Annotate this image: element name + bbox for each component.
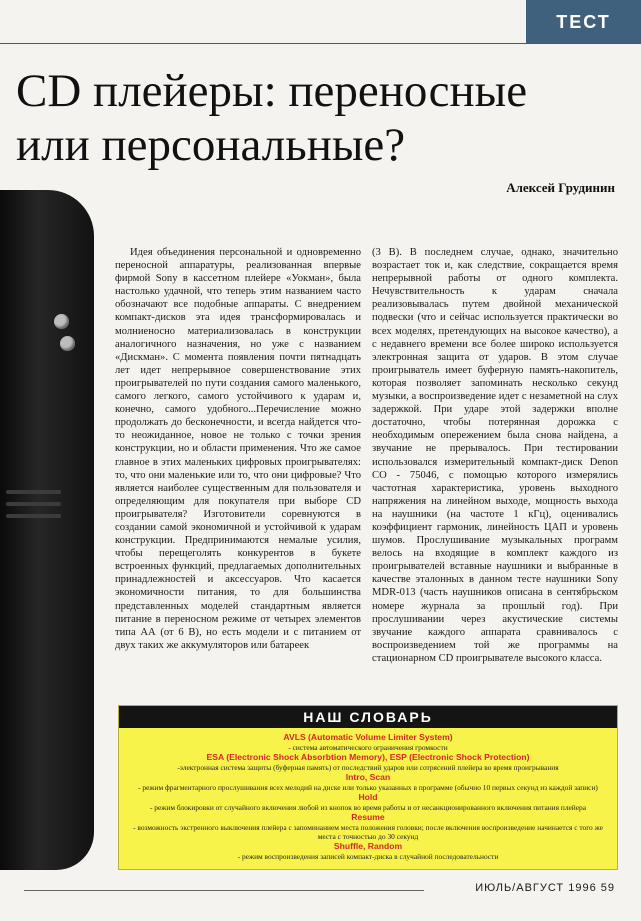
- player-button-icon: [60, 336, 75, 351]
- article-column-2: (3 В). В последнем случае, однако, значительно возрастает ток и, как следствие, сокращается время непрерывной работы от одного комплекта. Нечувствительность к ударам сначала реализовывалась путем двойной механической подвески (что и сейчас используется практически во всех моделях, претендующих на высокое качество), а с недавнего времени все более широко используется электронная защита от ударов. В этом случае проигрыватель имеет буферную память-накопитель, которая позволяет запоминать несколько секунд музыки, а воспроизведение идет с незаметной на слух задержкой. При ударе этой задержки вполне достаточно, чтобы потерянная дорожка с необходимым опережением была снова найдена, а звучание не прерывалось. При тестировании использовался измерительный компакт-диск Denon CO - 75046, с помощью которого измерялись частотная характеристика, уровень выходного напряжения на линейном выходе, мощность выхода на наушники (на частоте 1 кГц), оценивались коэффициент гармоник, линейность ЦАП и уровень шумов. Прослушивание музыкальных программ велось на входящие в комплект каждого из проигрывателей вставные наушники и выбранные в качестве эталонных в данном тесте наушники Sony MDR-013 (часть наушников описана в сентябрьском номере журнала за прошлый год). При прослушивании через акустические системы звучание каждого аппарата сравнивалось с воспроизведением той же программы на стационарном CD проигрывателе высокого класса.: [372, 247, 618, 664]
- player-button-icon: [54, 314, 69, 329]
- glossary-definition: - режим воспроизведения записей компакт-диска в случайной последовательности: [237, 852, 499, 861]
- header-rule: [0, 43, 641, 44]
- glossary-definition: - режим фрагментарного прослушивания всех мелодий на диске или только указанных в программе (обычно 10 первых секунд из каждой записи): [138, 782, 598, 792]
- title-line-2: или персональные?: [16, 119, 406, 171]
- glossary-title: НАШ СЛОВАРЬ: [119, 706, 617, 728]
- glossary-term: Shuffle, Random: [333, 841, 403, 852]
- glossary-body: [119, 728, 617, 863]
- glossary-term: Resume: [351, 812, 385, 822]
- glossary-box: [118, 705, 618, 870]
- glossary-definition: -электронная система защиты (буферная память) от последствий ударов или сотрясений плейера во время проигрывания: [177, 762, 559, 772]
- glossary-definition: - режим блокировки от случайного включения любой из кнопок во время работы и от несанкционированного включения питания плейера: [149, 802, 587, 812]
- title-line-1: CD плейеры: переносные: [16, 65, 528, 117]
- issue-date: ИЮЛЬ/АВГУСТ 1996: [475, 882, 597, 894]
- page-number: 59: [600, 882, 615, 894]
- page-footer: [475, 882, 615, 894]
- glossary-term: Intro, Scan: [345, 772, 391, 782]
- article-title: [16, 64, 576, 172]
- player-slot: [6, 514, 61, 518]
- article-column-1: Идея объединения персональной и одновременно переносной аппаратуры, реализованная впервые фирмой Sony в кассетном плейере «Уокман», была настолько удачной, что теперь этим названием часто обозначают все подобные аппараты. С внедрением компакт-дисков эта идея трансформировалась и молниеносно материализовалась в конструкции аналогичного назначения, но уже с названием «Дискман». С момента появления почти пятнадцать лет идет непрерывное совершенствование этих проигрывателей по пути создания самого маленького, самого легкого, самого устойчивого к ударам и, конечно, самого удобного...Перечисление можно продолжать до бесконечности, и всегда найдется что-то неожиданное, новое не только с точки зрения конструкции, но и области применения. Что же самое главное в этих маленьких цифровых проигрывателях: то, что они маленькие или то, что они цифровые? Что является наиболее существенным для пользователя и определяющим для покупателя при выборе CD проигрывателя? Изготовители соревнуются в создании самой экономичной и устойчивой к ударам конструкции. Предпринимаются немалые усилия, чтобы перещеголять конкурентов в букете встроенных функций, предлагаемых дополнительных принадлежностей и аксессуаров. Что касается экономичности питания, то для большинства представленных моделей стандартным является питание в переносном режиме от четырех элементов типа АА (от 6 В), но есть модели и с питанием от двух таких же аккумуляторов или батареек: [115, 247, 361, 651]
- player-slot: [6, 490, 61, 494]
- glossary-term: AVLS (Automatic Volume Limiter System): [283, 732, 453, 742]
- author-byline: Алексей Грудинин: [506, 180, 615, 195]
- glossary-term: ESA (Electronic Shock Absorbtion Memory), ESP (Electronic Shock Protection): [206, 752, 530, 762]
- glossary-term: Hold: [358, 792, 378, 802]
- footer-rule: [24, 890, 424, 891]
- cd-player-photo: [0, 190, 94, 870]
- player-slot: [6, 502, 61, 506]
- glossary-definition: - возможность экстренного выключения плейера с запоминанием места положения головки; после включения воспроизведение начинается с того же места с точностью до 30 секунд: [133, 822, 603, 841]
- glossary-definition: - система автоматического ограничения громкости: [288, 742, 448, 752]
- section-label: ТЕСТ: [526, 0, 641, 44]
